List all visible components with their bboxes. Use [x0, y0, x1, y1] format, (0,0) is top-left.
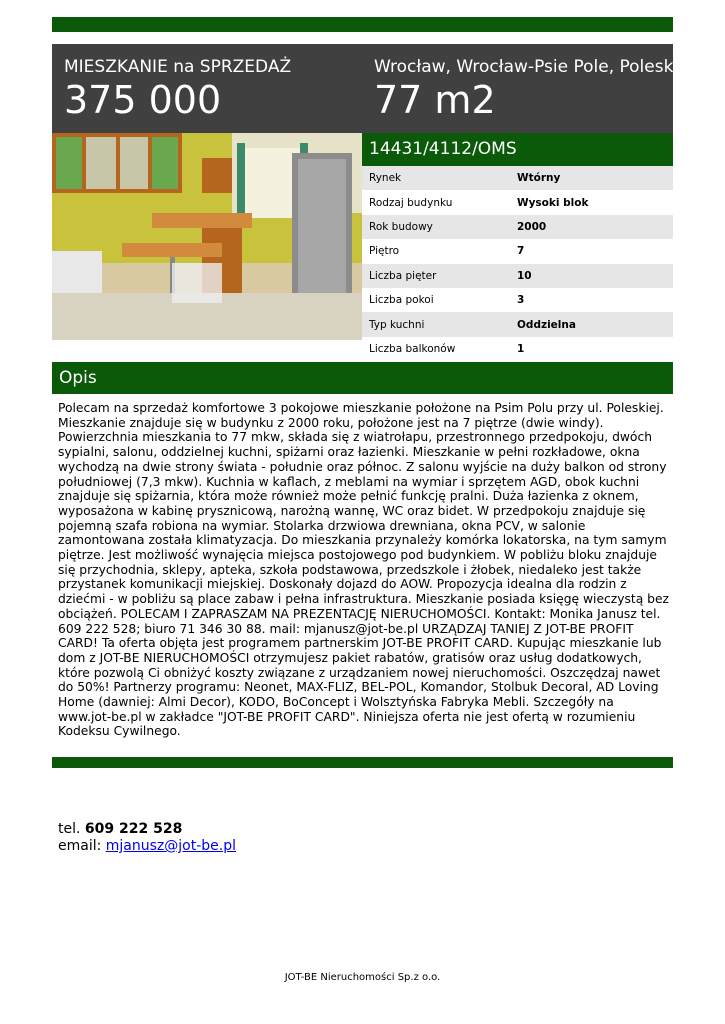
- header-left: [64, 56, 291, 122]
- property-table: [362, 166, 673, 361]
- property-label: Liczba pięter: [369, 269, 437, 282]
- listing-price: 375 000: [64, 78, 222, 122]
- property-label: Typ kuchni: [369, 318, 425, 331]
- contact-phone-line: [58, 821, 236, 838]
- property-value: Oddzielna: [517, 318, 576, 331]
- property-value: Wysoki blok: [517, 196, 589, 209]
- listing-area: 77 m2: [374, 78, 496, 122]
- property-label: Piętro: [369, 245, 400, 258]
- contact-block: [58, 821, 236, 855]
- listing-location: Wrocław, Wrocław-Psie Pole, Poleska: [374, 57, 684, 77]
- property-row: [362, 239, 673, 263]
- top-accent-bar: [52, 17, 673, 32]
- property-value: 3: [517, 294, 525, 307]
- listing-type: MIESZKANIE na SPRZEDAŻ: [64, 57, 292, 77]
- property-row: [362, 215, 673, 239]
- contact-email-line: [58, 838, 236, 855]
- email-link[interactable]: mjanusz@jot-be.pl: [105, 838, 236, 854]
- property-label: Rynek: [369, 172, 402, 185]
- footer-company: JOT-BE Nieruchomości Sp.z o.o.: [284, 972, 441, 983]
- property-value: 10: [517, 269, 532, 282]
- property-value: 7: [517, 245, 525, 258]
- kitchen-photo-icon: [52, 133, 362, 340]
- property-row: [362, 190, 673, 214]
- description-heading: Opis: [52, 362, 673, 394]
- property-label: Rok budowy: [369, 220, 433, 233]
- property-row: [362, 337, 673, 361]
- section-divider-bar: [52, 757, 673, 768]
- header-right: [374, 56, 684, 122]
- property-value: Wtórny: [517, 172, 561, 185]
- property-label: Liczba balkonów: [369, 342, 456, 355]
- email-label: email:: [58, 838, 102, 854]
- property-row: [362, 264, 673, 288]
- offer-reference: 14431/4112/OMS: [362, 133, 673, 166]
- property-row: [362, 166, 673, 190]
- property-row: [362, 312, 673, 336]
- property-row: [362, 288, 673, 312]
- property-label: Rodzaj budynku: [369, 196, 453, 209]
- kitchen-photo: [52, 133, 362, 340]
- listing-header: [52, 44, 684, 133]
- property-label: Liczba pokoi: [369, 294, 434, 307]
- phone-label: tel.: [58, 821, 81, 837]
- phone-number: 609 222 528: [84, 821, 183, 837]
- property-value: 1: [517, 342, 525, 355]
- property-value: 2000: [517, 220, 547, 233]
- description-text: Polecam na sprzedaż komfortowe 3 pokojowe mieszkanie położone na Psim Polu przy ul. Poleskiej. Mieszkanie znajduje się w budynku z 2000 roku, położone jest na 7 piętrze (dwie windy). Powierzchnia mieszkania to 77 mkw, składa się z wiatrołapu, przestronnego przedpokoju, dwóch sypialni, salonu, oddzielnej kuchni, spiżarni oraz łazienki. Mieszkanie w pełni rozkładowe, okna wychodzą na dwie strony świata - południe oraz północ. Z salonu wyjście na duży balkon od strony południowej (7,3 mkw). Kuchnia w kaflach, z meblami na wymiar i sprzętem AGD, obok kuchni znajduje się spiżarnia, która może również może pełnić funkcję pralni. Duża łazienka z oknem, wyposażona w kabinę prysznicową, narożną wannę, WC oraz bidet. W przedpokoju znajduje się pojemną szafa robiona na wymiar. Stolarka drzwiowa drewniana, okna PCV, w salonie zamontowana została klimatyzacja. Do mieszkania przynależy komórka lokatorska, na tym samym piętrze. Jest możliwość wynajęcia miejsca postojowego pod budynkiem. W pobliżu bloku znajduje się przychodnia, sklepy, apteka, szkoła podstawowa, przedszkole i żłobek, niedaleko jest także przystanek komunikacji miejskiej. Doskonały dojazd do AOW. Propozycja idealna dla rodzin z dziećmi - w pobliżu są place zabaw i pełna infrastruktura. Mieszkanie posiada księgę wieczystą bez obciążeń. POLECAM I ZAPRASZAM NA PREZENTACJĘ NIERUCHOMOŚCI. Kontakt: Monika Janusz tel. 609 222 528; biuro 71 346 30 88. mail: mjanusz@jot-be.pl URZĄDZAJ TANIEJ Z JOT-BE PROFIT CARD! Ta oferta objęta jest programem partnerskim JOT-BE PROFIT CARD. Kupując mieszkanie lub dom z JOT-BE NIERUCHOMOŚCI otrzymujesz pakiet rabatów, gratisów oraz usług dodatkowych, które pozwolą Ci obniżyć koszty związane z urządzaniem nowej nieruchomości. Oszczędzaj nawet do 50%! Partnerzy programu: Neonet, MAX-FLIZ, BEL-POL, Komandor, Stolbuk Decoral, AD Loving Home (dawniej: Almi Decor), KODO, BoConcept i Wolsztyńska Fabryka Mebli. Szczegóły na www.jot-be.pl w zakładce "JOT-BE PROFIT CARD". Niniejsza oferta nie jest ofertą w rozumieniu Kodeksu Cywilnego.: [58, 401, 670, 739]
